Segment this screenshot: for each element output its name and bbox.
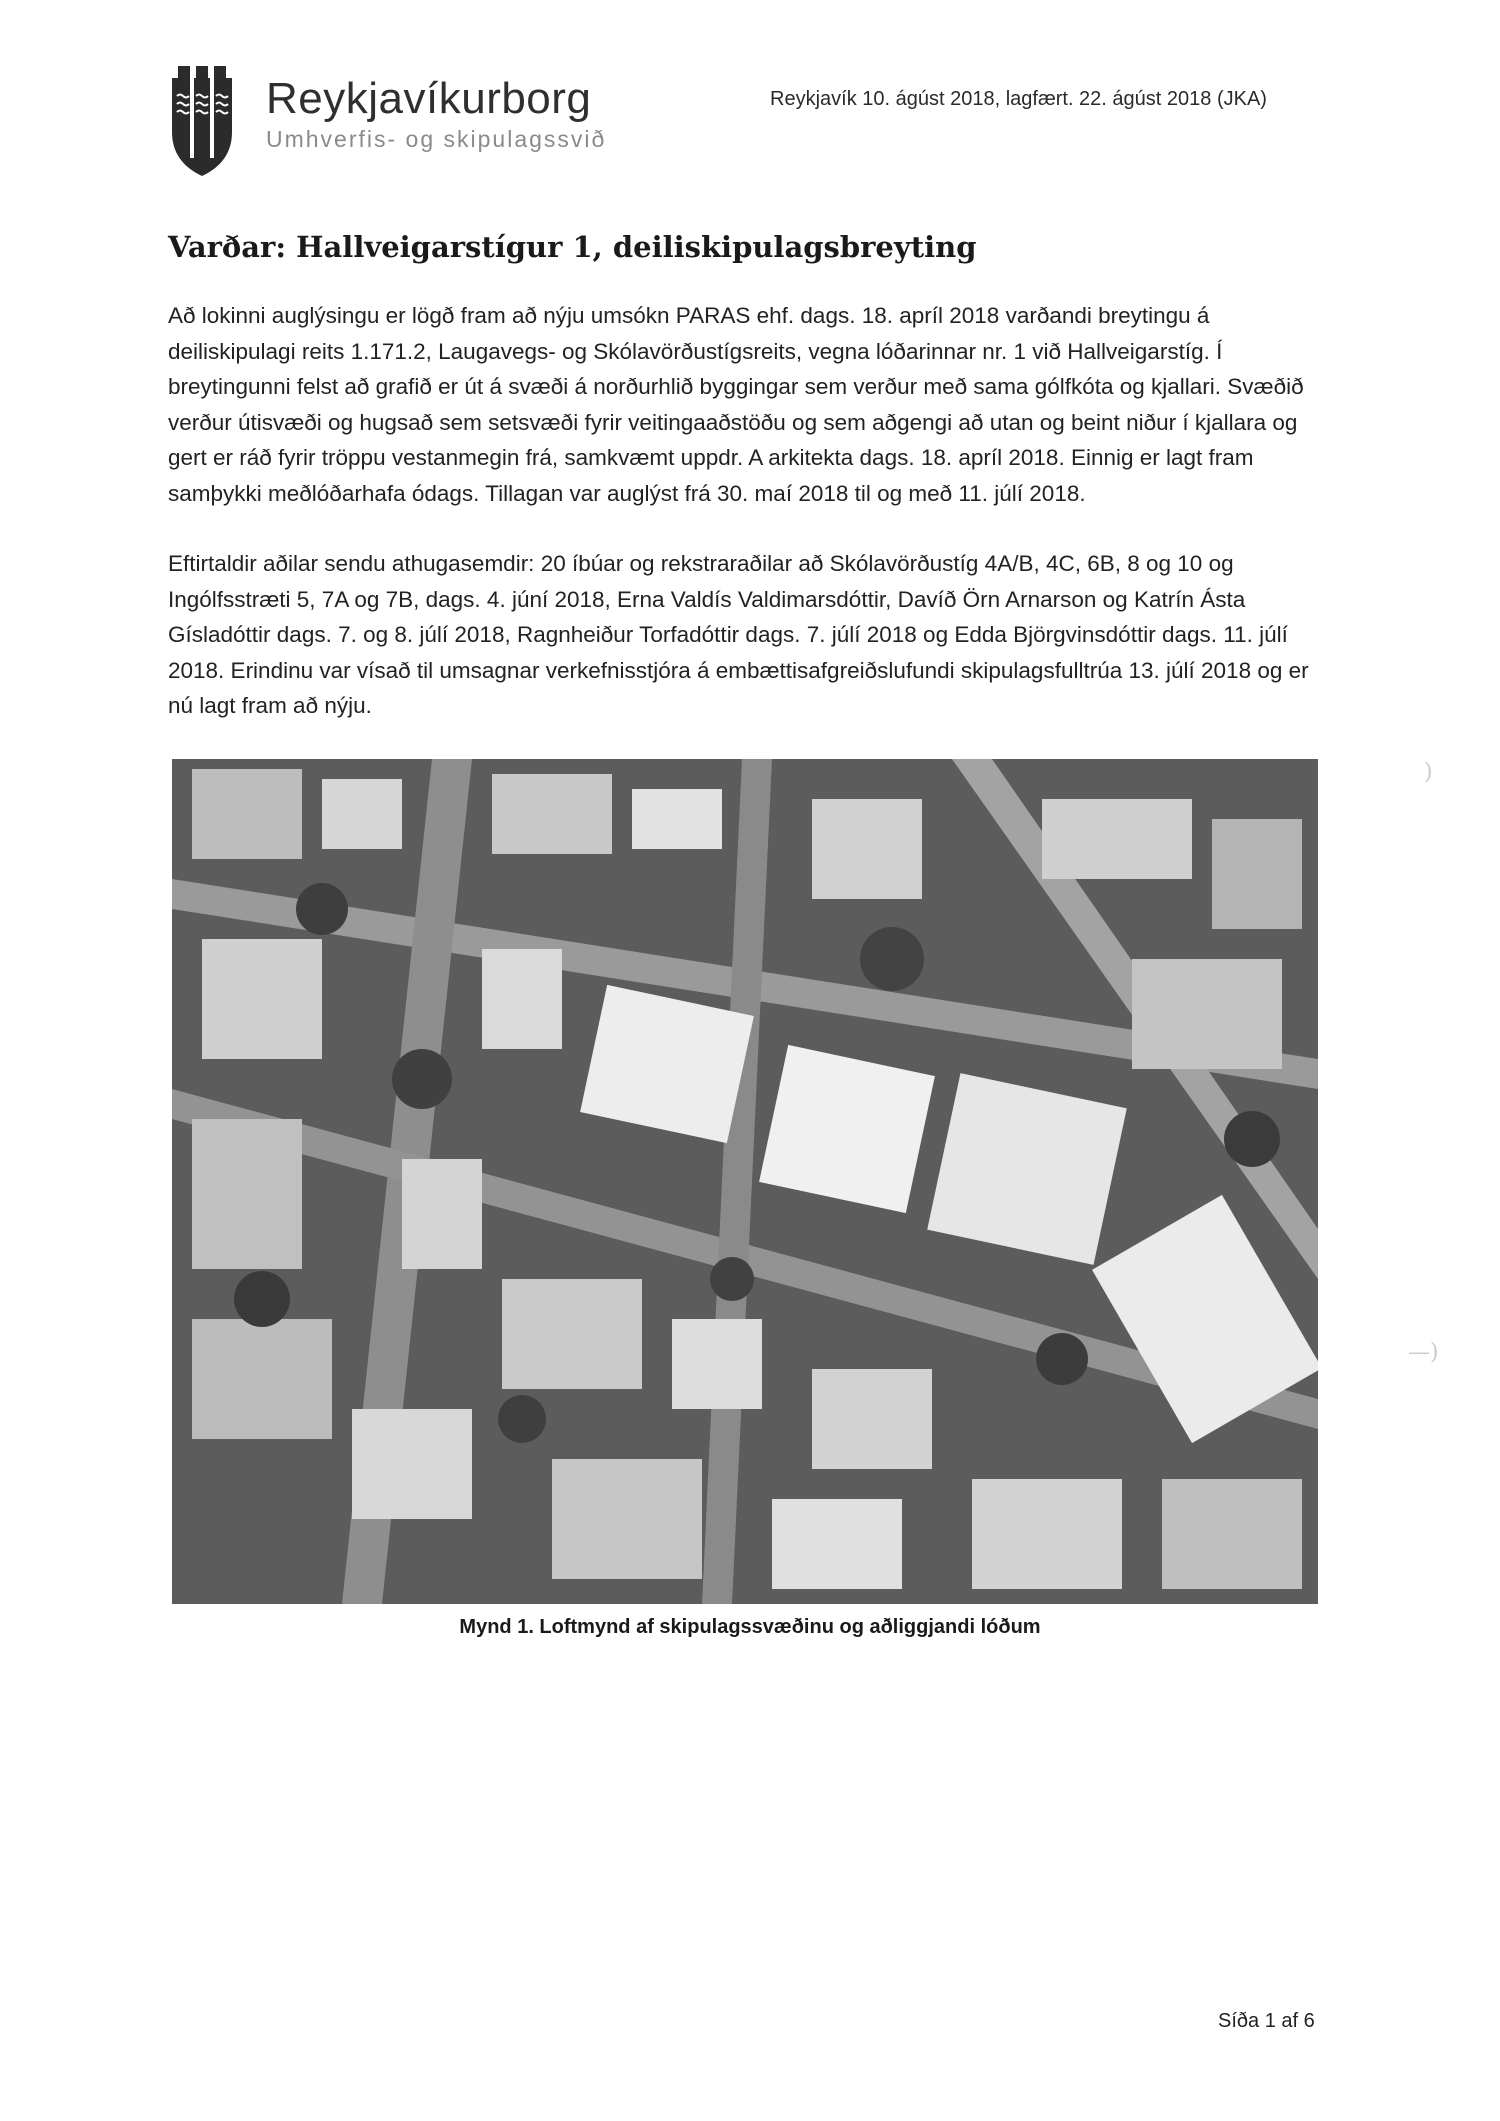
body-paragraph-2: Eftirtaldir aðilar sendu athugasemdir: 20 íbúar og rekstraraðilar að Skólavörðustíg 4A/B, 4C, 6B, 8 og 10 og Ingólfsstræti 5, 7A og 7B, dags. 4. júní 2018, Erna Valdís Valdimarsdóttir, Davíð Örn Arnarson og Katrín Ásta Gísladóttir dags. 7. og 8. júlí 2018, Ragnheiður Torfadóttir dags. 7. júlí 2018 og Edda Björgvinsdóttir dags. 11. júlí 2018. Erindinu var vísað til umsagnar verkefnisstjóra á embættisafgreiðslufundi skipulagsfulltrúa 13. júlí 2018 og er nú lagt fram að nýju. — [168, 551, 1309, 718]
organization-department: Umhverfis- og skipulagssvið — [266, 126, 607, 152]
scan-artifact: ) — [1424, 760, 1433, 785]
page-number: Síða 1 af 6 — [1218, 2010, 1315, 2032]
document-date: Reykjavík 10. ágúst 2018, lagfært. 22. ágúst 2018 (JKA) — [770, 88, 1267, 110]
scan-artifact: —) — [1408, 1340, 1439, 1365]
reykjavik-coat-of-arms-icon — [170, 66, 234, 178]
body-paragraph-1: Að lokinni auglýsingu er lögð fram að nýju umsókn PARAS ehf. dags. 18. apríl 2018 varðandi breytingu á deiliskipulagi reits 1.171.2, Laugavegs- og Skólavörðustígsreits, vegna lóðarinnar nr. 1 við Hallveigarstíg. Í breytingunni felst að grafið er út á svæði á norðurhlið byggingar sem verður með sama gólfkóta og kjallari. Svæðið verður útisvæði og hugsað sem setsvæði fyrir veitingaaðstöðu og sem aðgengi að utan og beint niður í kjallara og gert er ráð fyrir tröppu vestanmegin frá, samkvæmt uppdr. A arkitekta dags. 18. apríl 2018. Einnig er lagt fram samþykki meðlóðarhafa ódags. Tillagan var auglýst frá 30. maí 2018 til og með 11. júlí 2018. — [168, 303, 1304, 506]
organization-name: Reykjavíkurborg — [266, 74, 592, 123]
document-title: Varðar: Hallveigarstígur 1, deiliskipulagsbreyting — [168, 230, 977, 264]
aerial-photo — [172, 759, 1318, 1604]
figure-caption: Mynd 1. Loftmynd af skipulagssvæðinu og aðliggjandi lóðum — [459, 1616, 1041, 1638]
